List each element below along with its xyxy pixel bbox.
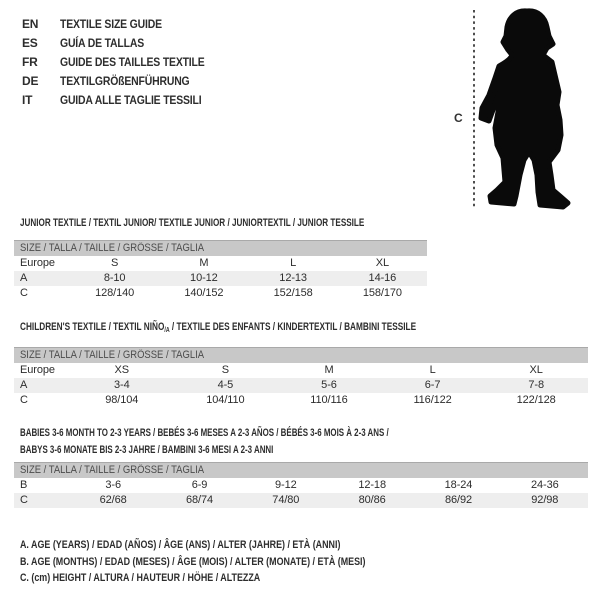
size-cell: S [221,364,230,376]
row-label: Europe [20,257,55,269]
table-row-height [14,286,427,301]
section-heading-line1: BABIES 3-6 MONTH TO 2-3 YEARS / BEBÉS 3-6 MESES A 2-3 AÑOS / BÉBÉS 3-6 MOIS À 2-3 ANS / [20,427,389,439]
lang-row-es [22,34,226,53]
months-cell: 12-18 [358,479,386,491]
row-label: C [20,494,28,506]
note-age-years [20,537,447,554]
lang-title: TEXTILE SIZE GUIDE [60,17,162,31]
section-heading-babies [20,425,532,459]
height-cell: 62/68 [99,494,127,506]
height-cell: 92/98 [531,494,559,506]
height-cell: 116/122 [413,394,452,406]
size-cell: S [111,257,119,269]
months-cell: 9-12 [275,479,297,491]
lang-row-it [22,91,226,110]
height-cell: 158/170 [362,287,402,299]
size-header-text: SIZE / TALLA / TAILLE / GRÖSSE / TAGLIA [20,242,205,254]
height-cell: 74/80 [272,494,300,506]
row-label: C [20,287,28,299]
section-heading-junior [20,217,485,229]
lang-code: IT [22,93,33,107]
lang-row-fr [22,53,226,72]
note-text: C. (cm) HEIGHT / ALTURA / HAUTEUR / HÖHE / ALTEZZA [20,572,261,584]
children-size-table [14,347,588,408]
height-cell: 104/110 [206,394,245,406]
size-cell: XL [375,257,389,269]
junior-size-table [14,240,427,301]
row-label: A [20,379,28,391]
lang-title: TEXTILGRÖßENFÜHRUNG [60,74,190,88]
age-cell: 5-6 [321,379,337,391]
size-cell: M [199,257,209,269]
height-cell: 140/152 [184,287,224,299]
size-cell: XL [529,364,543,376]
age-cell: 6-7 [424,379,441,391]
age-cell: 4-5 [217,379,234,391]
section-heading-line2: BABYS 3-6 MONATE BIS 2-3 JAHRE / BAMBINI 3-6 MESI A 2-3 ANNI [20,444,274,456]
row-label: Europe [20,364,55,376]
size-header-bar [14,347,588,363]
heading-pre: CHILDREN'S TEXTILE / TEXTIL NIÑO [20,321,165,333]
note-text: B. AGE (MONTHS) / EDAD (MESES) / ÂGE (MOIS) / ALTER (MONATE) / ETÀ (MESI) [20,555,366,568]
heading-post: / TEXTILE DES ENFANTS / KINDERTEXTIL / BAMBINI TESSILE [169,321,417,333]
age-cell: 12-13 [279,272,307,284]
height-cell: 122/128 [516,394,556,406]
section-heading-text [20,321,416,334]
lang-code: FR [22,55,38,69]
table-row-height [14,393,588,408]
age-cell: 14-16 [368,272,397,284]
height-cell: 128/140 [95,287,135,299]
row-label: C [20,394,28,406]
section-heading-text: JUNIOR TEXTILE / TEXTIL JUNIOR/ TEXTILE JUNIOR / JUNIORTEXTIL / JUNIOR TESSILE [20,217,365,229]
table-row-age [14,271,427,286]
height-cell: 110/116 [310,394,348,406]
table-row-europe [14,256,427,271]
months-cell: 24-36 [530,479,559,491]
row-label: A [20,272,28,284]
height-cell: 68/74 [185,494,213,506]
legend-notes [20,537,447,587]
size-cell: L [290,257,297,269]
size-cell: M [324,364,334,376]
age-cell: 10-12 [190,272,218,284]
lang-title: GUIDA ALLE TAGLIE TESSILI [60,93,202,107]
lang-title: GUÍA DE TALLAS [60,36,144,50]
height-cell: 152/158 [273,287,313,299]
lang-row-en [22,15,226,34]
babies-size-table [14,462,588,508]
size-cell: XS [114,364,130,376]
height-cell: 80/86 [358,494,386,506]
note-age-months [20,554,447,571]
months-cell: 3-6 [105,479,121,491]
table-row-age [14,378,588,393]
table-row-europe [14,363,588,378]
lang-code: EN [22,17,39,31]
note-text: A. AGE (YEARS) / EDAD (AÑOS) / ÂGE (ANS) / ALTER (JAHRE) / ETÀ (ANNI) [20,539,341,551]
baby-figure [450,5,590,218]
baby-silhouette-icon [481,11,568,207]
size-header-bar [14,462,588,478]
size-header-text: SIZE / TALLA / TAILLE / GRÖSSE / TAGLIA [20,349,205,361]
months-cell: 6-9 [191,479,208,491]
lang-row-de [22,72,226,91]
height-label: C [454,111,463,125]
age-cell: 8-10 [103,272,126,284]
age-cell: 7-8 [528,379,544,391]
row-label: B [20,479,28,491]
section-heading-children [20,321,548,334]
heading-subscript: /A [164,327,170,334]
months-cell: 18-24 [444,479,473,491]
size-cell: L [429,364,436,376]
height-cell: 98/104 [105,394,139,406]
age-cell: 3-4 [113,379,130,391]
language-title-block [22,15,226,110]
size-header-bar [14,240,427,256]
note-height [20,570,447,587]
table-row-months [14,478,588,493]
lang-title: GUIDE DES TAILLES TEXTILE [60,55,205,69]
table-row-height [14,493,588,508]
height-cell: 86/92 [444,494,472,506]
lang-code: ES [22,36,38,50]
lang-code: DE [22,74,39,88]
size-header-text: SIZE / TALLA / TAILLE / GRÖSSE / TAGLIA [20,464,205,476]
